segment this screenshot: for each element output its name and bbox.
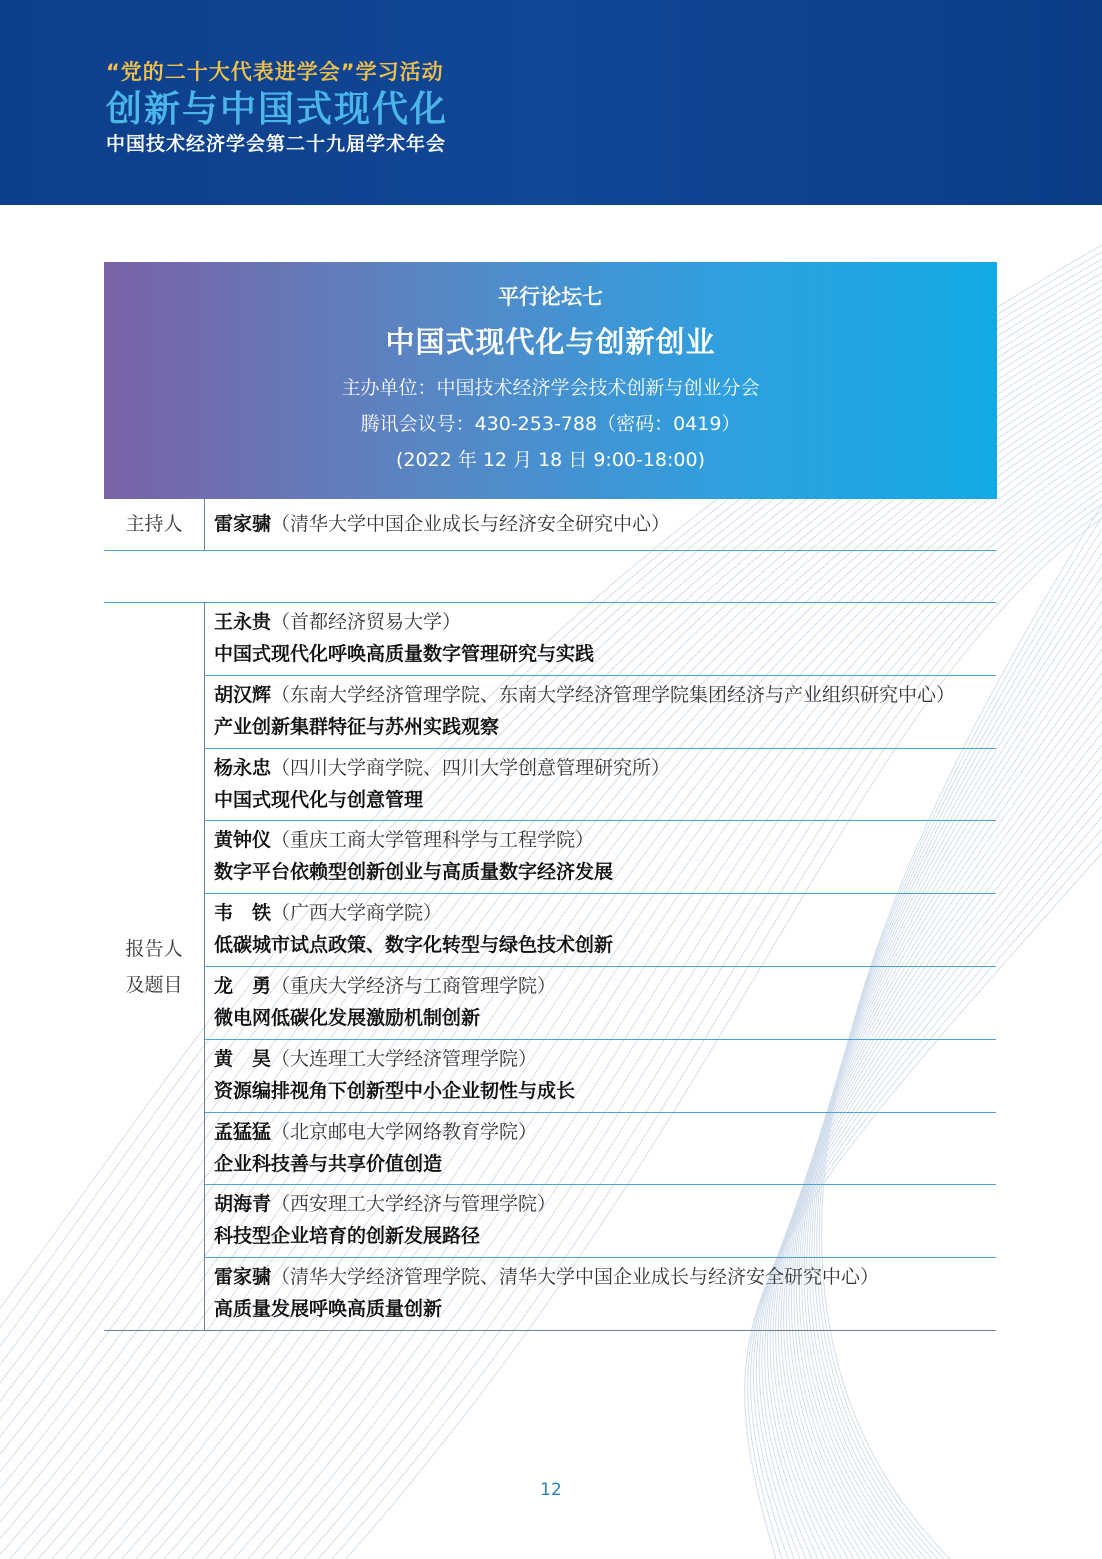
speaker-name: 黄 昊 — [214, 1047, 272, 1070]
speaker-name-line — [214, 824, 994, 856]
speakers-top-line — [104, 602, 996, 603]
speaker-affiliation: （四川大学商学院、四川大学创意管理研究所） — [271, 756, 671, 779]
speaker-name-line — [214, 1261, 994, 1293]
speaker-affiliation: （大连理工大学经济管理学院） — [271, 1047, 538, 1070]
speaker-name: 胡海青 — [214, 1193, 272, 1216]
speaker-affiliation: （重庆工商大学管理科学与工程学院） — [271, 829, 595, 852]
page-number: 12 — [540, 1480, 562, 1500]
forum-time: (2022 年 12 月 18 日 9:00-18:00) — [395, 449, 706, 471]
speaker-name: 孟猛猛 — [214, 1120, 272, 1143]
speaker-entry — [214, 1043, 994, 1107]
speaker-name-line — [214, 679, 994, 711]
speaker-name: 杨永忠 — [214, 756, 272, 779]
speaker-entry — [214, 606, 994, 670]
speaker-topic: 科技型企业培育的创新发展路径 — [214, 1225, 481, 1248]
speaker-entry — [214, 897, 994, 961]
speaker-affiliation: （北京邮电大学网络教育学院） — [271, 1120, 538, 1143]
header-texts — [106, 58, 448, 156]
speakers-label-line1: 报告人 — [125, 938, 183, 960]
host-label: 主持人 — [125, 513, 183, 535]
speaker-topic: 微电网低碳化发展激励机制创新 — [214, 1007, 481, 1029]
wave-line — [66, 378, 1102, 1559]
speaker-row-divider — [204, 1184, 996, 1185]
speaker-name-line — [214, 970, 994, 1002]
speaker-entry — [214, 970, 994, 1034]
speakers-label-line2: 及题目 — [125, 974, 183, 996]
speaker-row-divider — [204, 675, 996, 676]
speaker-affiliation: （西安理工大学经济与管理学院） — [271, 1193, 557, 1216]
forum-name: 中国式现代化与创新创业 — [385, 325, 716, 359]
forum-meeting-id: 腾讯会议号：430-253-788（密码：0419） — [360, 413, 741, 435]
speaker-topic: 低碳城市试点政策、数字化转型与绿色技术创新 — [214, 934, 614, 957]
speaker-affiliation: （东南大学经济管理学院、东南大学经济管理学院集团经济与产业组织研究中心） — [271, 683, 956, 706]
host-name: 雷家骕 — [214, 513, 272, 535]
host-divider — [204, 499, 205, 551]
speaker-name: 王永贵 — [214, 611, 272, 633]
speakers-label — [104, 931, 204, 1003]
speaker-row-divider — [204, 966, 996, 967]
speaker-topic: 高质量发展呼唤高质量创新 — [214, 1298, 443, 1321]
header-band — [0, 0, 1102, 205]
speaker-affiliation: （清华大学经济管理学院、清华大学中国企业成长与经济安全研究中心） — [271, 1266, 880, 1289]
speaker-name-line — [214, 606, 994, 638]
host-affiliation: （清华大学中国企业成长与经济安全研究中心） — [271, 513, 671, 535]
sub-title: 中国技术经济学会第二十九届学术年会 — [106, 133, 447, 155]
speaker-affiliation: （首都经济贸易大学） — [271, 611, 462, 633]
speaker-topic: 中国式现代化呼唤高质量数字管理研究与实践 — [214, 643, 595, 665]
speaker-row-divider — [204, 1112, 996, 1113]
speaker-entry — [214, 1188, 994, 1252]
speaker-entry — [214, 752, 994, 816]
host-entry — [214, 506, 670, 542]
speaker-entry — [214, 1116, 994, 1180]
speaker-affiliation: （重庆大学经济与工商管理学院） — [271, 975, 557, 997]
main-title: 创新与中国式现代化 — [106, 89, 449, 130]
speaker-name-line — [214, 1116, 994, 1148]
speaker-name-line — [214, 1043, 994, 1075]
speaker-topic: 中国式现代化与创意管理 — [214, 788, 424, 811]
speaker-name: 龙 勇 — [214, 975, 272, 997]
speaker-entry — [214, 679, 994, 743]
speaker-name: 胡汉辉 — [214, 683, 272, 706]
speaker-row-divider — [204, 1257, 996, 1258]
speaker-name: 韦 铁 — [214, 902, 272, 925]
speaker-topic: 企业科技善与共享价值创造 — [214, 1152, 443, 1175]
speaker-name-line — [214, 1188, 994, 1220]
speaker-name: 黄钟仪 — [214, 829, 272, 852]
speaker-row-divider — [204, 893, 996, 894]
forum-organizer: 主办单位：中国技术经济学会技术创新与创业分会 — [341, 377, 760, 399]
forum-banner-text — [104, 262, 997, 473]
speaker-topic: 资源编排视角下创新型中小企业韧性与成长 — [214, 1079, 576, 1102]
speaker-name: 雷家骕 — [214, 1266, 272, 1289]
speaker-name-line — [214, 752, 994, 784]
speaker-row-divider — [204, 1039, 996, 1040]
speaker-entry — [214, 824, 994, 888]
speaker-topic: 数字平台依赖型创新创业与高质量数字经济发展 — [214, 861, 614, 884]
activity-title: “党的二十大代表进学会”学习活动 — [106, 60, 444, 84]
speaker-row-divider — [204, 820, 996, 821]
forum-number: 平行论坛七 — [498, 285, 603, 309]
speaker-entry — [214, 1261, 994, 1325]
speaker-name-line — [214, 897, 994, 929]
speaker-topic: 产业创新集群特征与苏州实践观察 — [214, 715, 500, 738]
host-bottom-line — [104, 550, 996, 551]
speakers-bottom-line — [104, 1330, 996, 1331]
speaker-affiliation: （广西大学商学院） — [271, 902, 443, 925]
speaker-row-divider — [204, 748, 996, 749]
